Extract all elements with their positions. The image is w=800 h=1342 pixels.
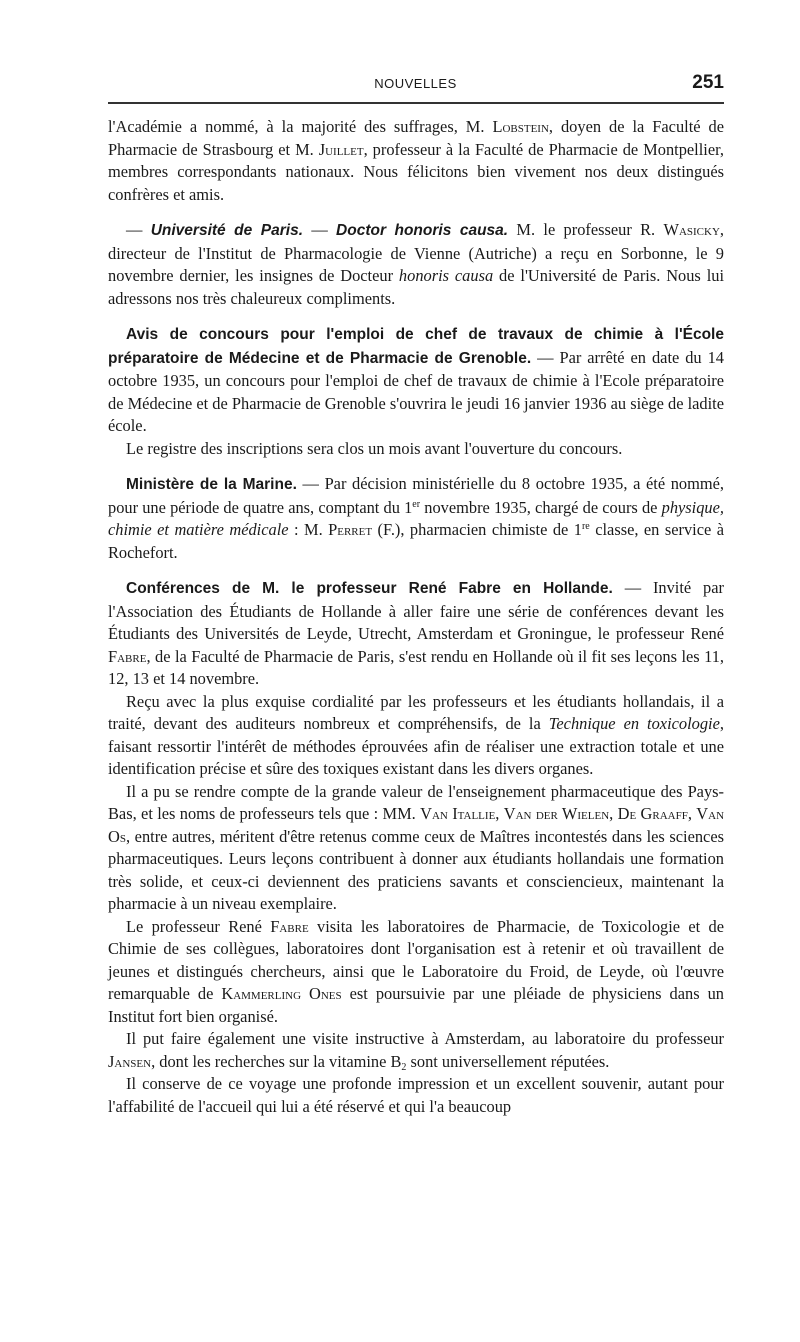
person-name: Fabre [270, 916, 309, 936]
header-rule [108, 102, 724, 104]
person-name: Jansen [108, 1051, 152, 1071]
universite-paragraph: — Université de Paris. — Doctor honoris causa. M. le professeur R. Wasicky, directeur de l'Institut de Pharmacologie de Vienne (Autriche) a reçu en Sorbonne, le 9 novembre dernier, les insignes de Docteur honoris causa de l'Université de Paris. Nous lui adressons nos très chaleureux compliments. [108, 220, 724, 308]
lecture-title: Technique en toxicologie [548, 714, 720, 733]
course-subjects: physique, chimie et matière médicale [108, 497, 724, 539]
honor-title: Doctor honoris causa. [336, 222, 509, 239]
section-heading: Conférences de M. le professeur René Fabre en Hollande. [126, 580, 613, 597]
conferences-paragraph-3: Il a pu se rendre compte de la grande valeur de l'enseignement pharmaceutique des Pays-Bas, et les noms de professeurs tels que : MM. Van Itallie, Van der Wielen, De Graaff, Van Os, entre autres, méritent d'être retenus comme ceux de Maîtres incontestés dans les sciences pharmaceutiques. Leurs leçons contribuent à donner aux étudiants hollandais une formation très solide, et ceux-ci deviennent des praticiens savants et consciencieux, maintenant la pharmacie à un niveau exemplaire. [108, 781, 725, 913]
section-title: NOUVELLES [374, 76, 457, 91]
latin-term: honoris causa [398, 266, 494, 285]
conferences-paragraph-4: Le professeur René Fabre visita les laboratoires de Pharmacie, de Toxicologie et de Chimie de ses collègues, laboratoires dont l'organisation est à retenir et où travaillent de jeunes et distingués chercheurs, ainsi que le Laboratoire du Froid, de Leyde, où l'œuvre remarquable de Kammerling Ones est poursuivie par une pléiade de physiciens dans un Institut fort bien organisé. [108, 916, 725, 1026]
running-header [107, 74, 724, 100]
person-name: De Graaff [617, 804, 688, 823]
section-heading: Université de Paris. [150, 222, 304, 239]
conferences-paragraph-6: Il conserve de ce voyage une profonde impression et un excellent souvenir, autant pour l'affabilité de l'accueil qui lui a été réservé et qui l'a beaucoup [108, 1074, 724, 1116]
conferences-paragraph-5: Il put faire également une visite instructive à Amsterdam, au laboratoire du professeur Jansen, dont les recherches sur la vitamine $B_2$ sont universellement réputées. [108, 1029, 724, 1073]
conferences-paragraph-2: Reçu avec la plus exquise cordialité par les professeurs et les étudiants hollandais, il a traité, devant des auditeurs nombreux et compréhensifs, de la Technique en toxicologie, faisant ressortir l'intérêt de méthodes éprouvées afin de réaliser une extraction totale et une identification précise et sûre des toxiques existant dans les divers organes. [108, 691, 724, 778]
person-name: Perret [328, 520, 373, 539]
marine-paragraph: Ministère de la Marine. — Par décision ministérielle du 8 octobre 1935, a été nommé, pour une période de quatre ans, comptant du 1er novembre 1935, chargé de cours de physique, chimie et matière médicale : M. Perret (F.), pharmacien chimiste de 1re classe, en service à Rochefort. [108, 474, 724, 562]
article-body [108, 116, 724, 1118]
concours-paragraph-2: Le registre des inscriptions sera clos un mois avant l'ouverture du concours. [126, 438, 623, 458]
person-name: Van Os [108, 804, 725, 846]
person-name: Van der Wielen [503, 804, 610, 823]
section-heading: Ministère de la Marine. [126, 476, 297, 493]
section-heading: Avis de concours pour l'emploi de chef de travaux de chimie à l'École préparatoire de Médecine et de Pharmacie de Grenoble. [108, 326, 724, 367]
page-number: 251 [692, 72, 724, 93]
person-name: Van Itallie [420, 804, 496, 823]
person-name: Juillet [318, 139, 364, 159]
academie-paragraph: l'Académie a nommé, à la majorité des suffrages, M. Lobstein, doyen de la Faculté de Pharmacie de Strasbourg et M. Juillet, professeur à la Faculté de Pharmacie de Montpellier, membres correspondants nationaux. Nous félicitons bien vivement nos deux distingués confrères et amis. [108, 117, 724, 204]
person-name: Fabre [108, 646, 147, 666]
concours-paragraph: Avis de concours pour l'emploi de chef de travaux de chimie à l'École préparatoire de Médecine et de Pharmacie de Grenoble. — Par arrêté en date du 14 octobre 1935, un concours pour l'emploi de chef de travaux de chimie à l'Ecole préparatoire de Médecine et de Pharmacie de Grenoble s'ouvrira le jeudi 16 janvier 1936 au siège de ladite école. [108, 326, 724, 435]
person-name: Kammerling Ones [221, 984, 342, 1003]
person-name: Lobstein [492, 117, 549, 136]
person-name: Wasicky [663, 220, 720, 239]
conferences-paragraph-1: Conférences de M. le professeur René Fabre en Hollande. — Invité par l'Association des Étudiants de Hollande à aller faire une série de conférences devant les Étudiants des Universités de Leyde, Utrecht, Amsterdam et Groningue, le professeur René Fabre, de la Faculté de Pharmacie de Paris, s'est rendu en Hollande où il fit ses leçons les 11, 12, 13 et 14 novembre. [108, 578, 724, 688]
